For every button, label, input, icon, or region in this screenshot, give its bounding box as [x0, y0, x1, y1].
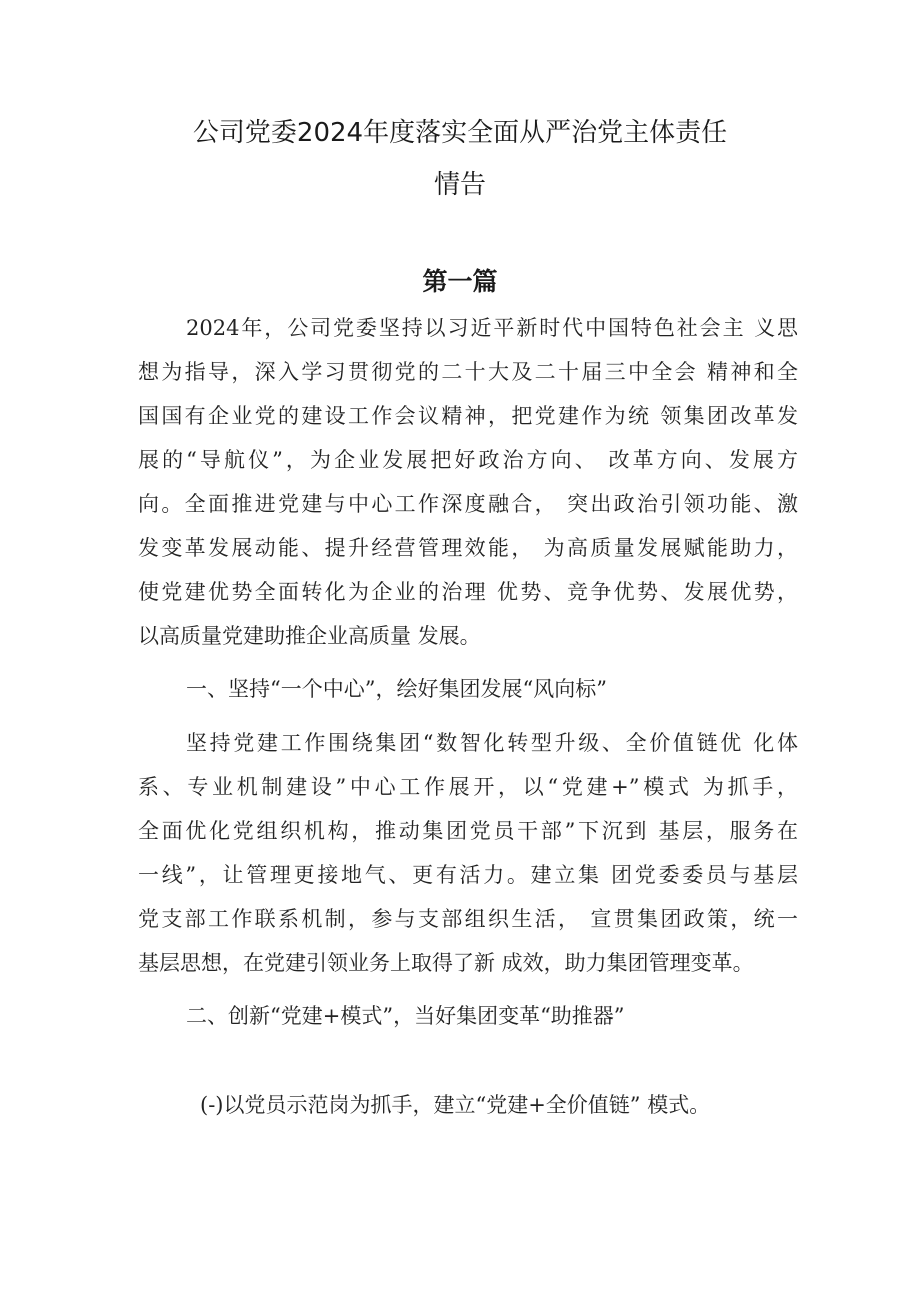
paragraph-2-line-3: 全面优化党组织机构，推动集团党员干部”下沉到 基层，服务在 — [138, 819, 798, 843]
subheading-2: 二、创新“党建+模式”，当好集团变革“助推器” — [186, 1004, 625, 1028]
subheading-1: 一、坚持“一个中心”，绘好集团发展“风向标” — [186, 677, 607, 701]
subheading-3: (-)以党员示范岗为抓手，建立“党建+全价值链” 模式。 — [200, 1093, 711, 1117]
section-heading: 第一篇 — [422, 267, 498, 296]
paragraph-1-line-6: 发变革发展动能、提升经营管理效能， 为高质量发展赋能助力， — [138, 536, 798, 560]
paragraph-1-line-3: 国国有企业党的建设工作会议精神，把党建作为统 领集团改革发 — [138, 404, 798, 428]
paragraph-2-line-4: 一线”，让管理更接地气、更有活力。建立集 团党委委员与基层 — [138, 863, 798, 887]
paragraph-2-line-6: 基层思想，在党建引领业务上取得了新 成效，助力集团管理变革。 — [138, 951, 754, 975]
paragraph-1-line-8: 以高质量党建助推企业高质量 发展。 — [138, 624, 481, 648]
paragraph-1-line-1: 2024年，公司党委坚持以习近平新时代中国特色社会主 义思 — [186, 316, 798, 340]
paragraph-1-line-7: 使党建优势全面转化为企业的治理 优势、竞争优势、发展优势， — [138, 580, 798, 604]
paragraph-1-line-4: 展的“导航仪”，为企业发展把好政治方向、 改革方向、发展方 — [138, 448, 798, 472]
paragraph-2-line-2: 系、专业机制建设”中心工作展开，以“党建+”模式 为抓手， — [138, 775, 798, 799]
document-title-line-2: 情告 — [433, 170, 486, 200]
document-title-line-1: 公司党委2024年度落实全面从严治党主体责任 — [192, 118, 728, 148]
paragraph-1-line-5: 向。全面推进党建与中心工作深度融合， 突出政治引领功能、激 — [138, 492, 798, 516]
paragraph-2-line-1: 坚持党建工作围绕集团“数智化转型升级、全价值链优 化体 — [186, 731, 798, 755]
paragraph-1-line-2: 想为指导，深入学习贯彻党的二十大及二十届三中全会 精神和全 — [138, 360, 798, 384]
paragraph-2-line-5: 党支部工作联系机制，参与支部组织生活， 宣贯集团政策，统一 — [138, 907, 798, 931]
